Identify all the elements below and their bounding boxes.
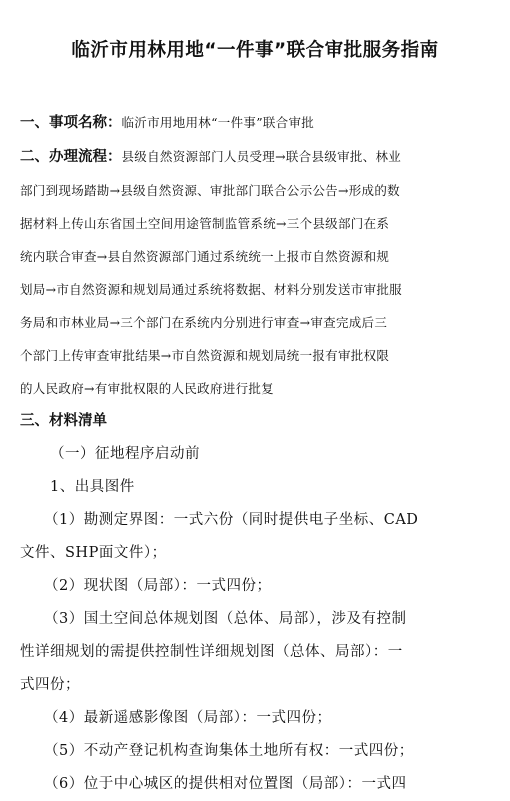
material-list-line: 文件、SHP面文件）； bbox=[20, 545, 167, 561]
process-text-line: 务局和市林业局→三个部门在系统内分别进行审查→审查完成后三 bbox=[20, 315, 388, 330]
material-list-line: （6）位于中心城区的提供相对位置图（局部）：一式四 bbox=[44, 776, 407, 792]
section-item-name bbox=[20, 106, 490, 140]
section-heading-materials: 三、材料清单 bbox=[20, 413, 107, 429]
process-text-line: 划局→市自然资源和规划局通过系统将数据、材料分别发送市审批服 bbox=[20, 282, 402, 297]
item-name-text: 临沂市用地用林“一件事”联合审批 bbox=[121, 115, 315, 130]
process-text-line: 县级自然资源部门人员受理→联合县级审批、林业 bbox=[121, 149, 402, 164]
document-body bbox=[20, 106, 490, 801]
list-item-heading: 1、出具图件 bbox=[50, 479, 135, 495]
process-text-line: 统内联合审查→县自然资源部门通过系统统一上报市自然资源和规 bbox=[20, 249, 390, 264]
material-list-line: 式四份； bbox=[20, 677, 80, 693]
material-list-line: 性详细规划的需提供控制性详细规划图（总体、局部）：一 bbox=[20, 644, 403, 660]
material-list-line: （2）现状图（局部）：一式四份； bbox=[44, 578, 272, 594]
material-list-line: （4）最新遥感影像图（局部）：一式四份； bbox=[44, 710, 332, 726]
material-list-line: （3）国土空间总体规划图（总体、局部），涉及有控制 bbox=[44, 611, 407, 627]
section-heading-process: 二、办理流程： bbox=[20, 149, 122, 165]
section-process-first-line bbox=[20, 140, 490, 174]
process-text-line: 的人民政府→有审批权限的人民政府进行批复 bbox=[20, 381, 274, 396]
subsection-heading: （一）征地程序启动前 bbox=[50, 446, 200, 462]
material-list-line: （5）不动产登记机构查询集体土地所有权：一式四份； bbox=[44, 743, 414, 759]
material-list-line: （1）勘测定界图：一式六份（同时提供电子坐标、CAD bbox=[44, 512, 419, 528]
process-text-line: 部门到现场踏勘→县级自然资源、审批部门联合公示公告→形成的数 bbox=[20, 183, 400, 198]
process-text-line: 个部门上传审查审批结果→市自然资源和规划局统一报有审批权限 bbox=[20, 348, 390, 363]
process-text-line: 据材料上传山东省国土空间用途管制监管系统→三个县级部门在系 bbox=[20, 216, 390, 231]
section-heading-item-name: 一、事项名称： bbox=[20, 115, 122, 131]
document-title: 临沂市用林用地“一件事”联合审批服务指南 bbox=[71, 40, 439, 61]
